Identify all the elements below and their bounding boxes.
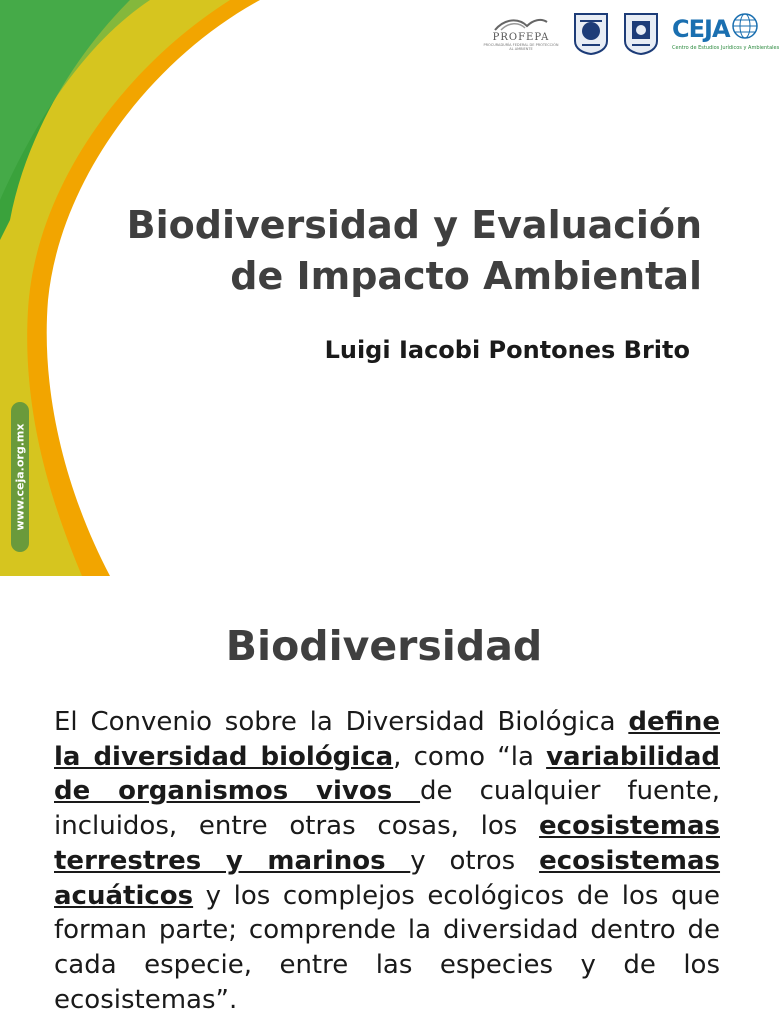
title-line-2: de Impacto Ambiental [230, 254, 702, 298]
profepa-logo [482, 11, 560, 55]
website-url: www.ceja.org.mx [13, 423, 27, 531]
slide-title: Biodiversidad [225, 622, 543, 670]
profepa-subtitle: PROCURADURÍA FEDERAL DE PROTECCIÓN AL AMBIENTE [483, 42, 559, 51]
author-name: Luigi Iacobi Pontones Brito [324, 336, 690, 364]
emphasis-ecosistemas-acuaticos: ecosistemas acuáticos [54, 845, 721, 911]
profepa-mark-icon [491, 16, 551, 32]
ceja-name: CEJA [672, 15, 730, 43]
text-run: El Convenio sobre la Diversidad Biológica [54, 707, 629, 737]
text-run: y otros [410, 845, 540, 876]
unam-seal-icon [572, 11, 610, 55]
ceja-subtitle: Centro de Estudios Jurídicos y Ambientales [672, 45, 779, 51]
title-line-1: Biodiversidad y Evaluación [126, 203, 702, 247]
presentation-title [127, 200, 702, 302]
text-run: , como “la [393, 741, 547, 772]
text-run: de cualquier fuente, incluidos, entre otras cosas, los [54, 776, 720, 842]
university-seal-icon [622, 11, 660, 55]
emphasis-variabilidad: variabilidad de organismos vivos [54, 741, 720, 807]
emphasis-ecosistemas-terrestres: ecosistemas terrestres y marinos [54, 811, 720, 876]
website-badge [11, 402, 29, 552]
globe-icon [730, 11, 760, 41]
partner-logos [482, 8, 779, 58]
profepa-name: PROFEPA [492, 31, 550, 43]
emphasis-define: define la diversidad biológica [54, 707, 720, 772]
text-run: y los complejos ecológicos de los que forman parte; comprende la diversidad dentro de cada especie, entre las especies y de los ecosistemas”. [54, 880, 720, 1015]
ceja-logo [672, 11, 779, 55]
definition-paragraph [54, 705, 720, 1017]
content-slide [0, 576, 768, 1024]
